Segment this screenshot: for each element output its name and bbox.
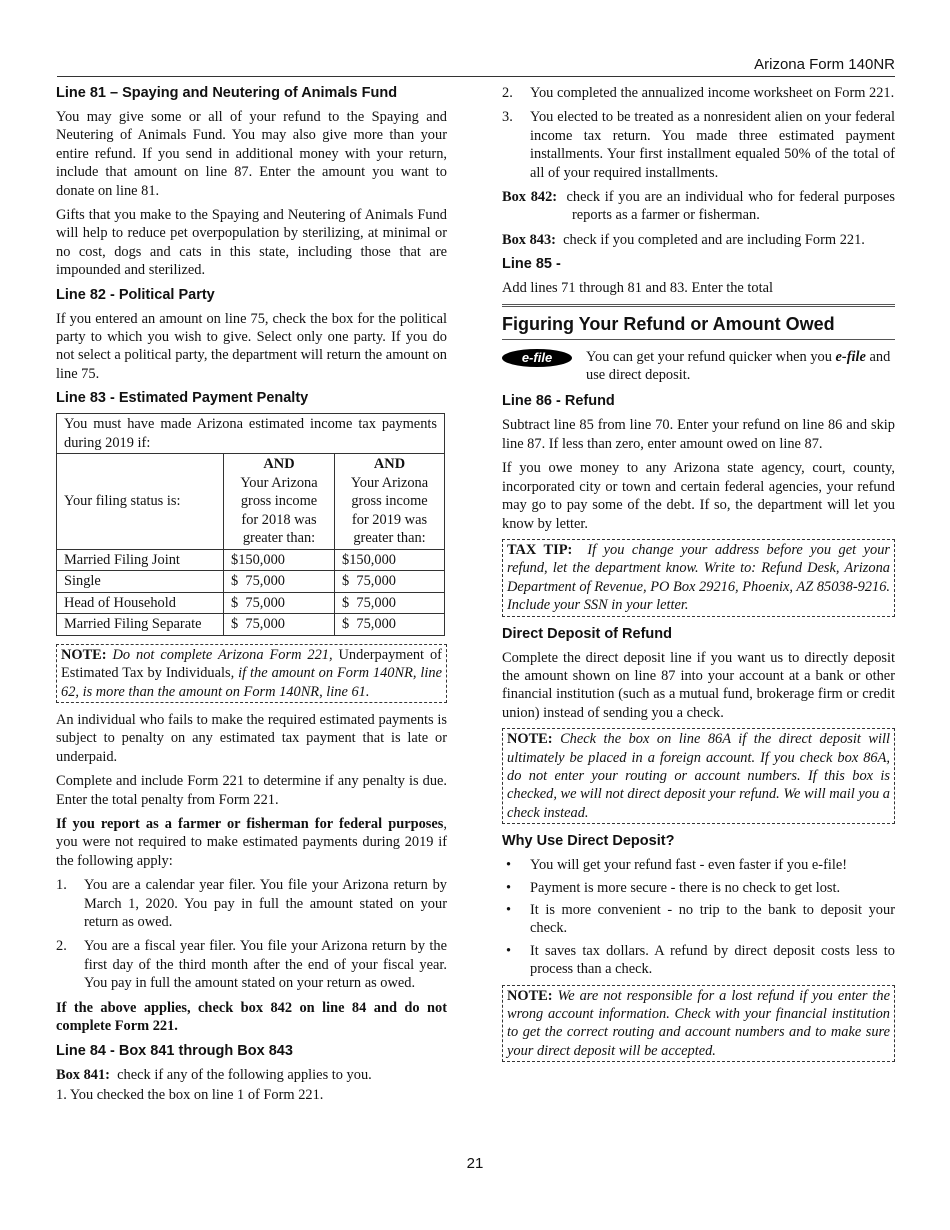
list-item: 2. You completed the annualized income worksheet on Form 221.	[502, 85, 895, 101]
table-row: Head of Household $ 75,000 $ 75,000	[57, 592, 445, 614]
efile-logo-icon: e-file	[502, 349, 572, 367]
table-header-status: Your filing status is:	[57, 454, 224, 550]
table-header-2019: AND Your Arizona gross income for 2019 was greater than:	[335, 454, 445, 550]
list-item: 2. You are a fiscal year filer. You file your Arizona return by the first day of the third month after the end of your fiscal year. You pay in full the amount stated on your return as owed.	[56, 938, 447, 992]
list-item: • It is more convenient - no trip to the bank to deposit your check.	[502, 901, 895, 938]
box843-line: Box 843: check if you completed and are including Form 221.	[502, 231, 865, 248]
table-intro: You must have made Arizona estimated income tax payments during 2019 if:	[57, 414, 445, 454]
line81-heading: Line 81 – Spaying and Neutering of Animals Fund	[56, 85, 398, 101]
list-item: 1. You are a calendar year filer. You file your Arizona return by March 1, 2020. You pay in full the amount stated on your return as owed.	[56, 877, 447, 931]
line84-heading: Line 84 - Box 841 through Box 843	[56, 1042, 293, 1059]
left-column	[56, 84, 447, 1104]
line83-heading: Line 83 - Estimated Payment Penalty	[56, 390, 309, 407]
note-form-221: NOTE: Do not complete Arizona Form 221, Underpayment of Estimated Tax by Individuals, if the amount on Form 140NR, line 62, is more than the amount on Form 140NR, line 61.	[56, 644, 447, 703]
line86-heading: Line 86 - Refund	[502, 393, 615, 410]
page-number: 21	[466, 1155, 484, 1172]
box841-item-1: 1. You checked the box on line 1 of Form 221.	[56, 1086, 324, 1103]
note-foreign-account: NOTE: Check the box on line 86A if the direct deposit will ultimately be placed in a foreign account. If you check box 86A, do not enter your routing or account numbers. If this box is checked, we will not direct deposit your refund. We will mail you a check instead.	[502, 728, 895, 824]
table-header-2018: AND Your Arizona gross income for 2018 was greater than:	[224, 454, 335, 550]
box841-line: Box 841: check if any of the following applies to you.	[56, 1066, 372, 1083]
direct-deposit-benefits	[502, 856, 895, 978]
tax-tip-box: TAX TIP: If you change your address before you get your refund, let the department know. Write to: Refund Desk, Arizona Department of Revenue, PO Box 29216, Phoenix, AZ 85038-9216. Include your SSN in your letter.	[502, 539, 895, 617]
line86-paragraph-2: If you owe money to any Arizona state agency, court, county, incorporated city or town and certain federal agencies, your refund may go to pay some of the debt. If so, the department will let you know by letter.	[502, 460, 895, 532]
note-lost-refund: NOTE: We are not responsible for a lost refund if you enter the wrong account information. Check with your financial institution to get the correct routing and account numbers and to make sure your direct deposit will be accepted.	[502, 985, 895, 1063]
line81-paragraph-1: You may give some or all of your refund to the Spaying and Neutering of Animals Fund. You may also give more than your entire refund. If you send in additional money with your return, include that amount on line 87. Enter the amount you want to donate on line 81.	[56, 109, 447, 199]
list-item: 3. You elected to be treated as a nonresident alien on your federal income tax return. You made three estimated payment installments. Your first installment equaled 50% of the total of all of your required installments.	[502, 109, 895, 181]
farmer-conditions-list	[56, 876, 447, 992]
form-title: Arizona Form 140NR	[754, 56, 895, 73]
table-row: Married Filing Joint $150,000 $150,000	[57, 549, 445, 571]
header-rule	[57, 76, 895, 77]
form221-paragraph: Complete and include Form 221 to determine if any penalty is due. Enter the total penalty from Form 221.	[56, 773, 447, 808]
estimated-payment-table	[56, 413, 445, 636]
line81-paragraph-2: Gifts that you make to the Spaying and Neutering of Animals Fund will help to reduce pet overpopulation by sterilizing, at minimal or no cost, dogs and cats in this state, including those that are impounded and sterilized.	[56, 207, 447, 279]
table-row: Married Filing Separate $ 75,000 $ 75,000	[57, 614, 445, 636]
farmer-paragraph: If you report as a farmer or fisherman for federal purposes, you were not required to make estimated payments during 2019 if the following apply:	[56, 816, 447, 869]
right-column	[502, 84, 895, 1070]
why-direct-deposit-heading: Why Use Direct Deposit?	[502, 833, 675, 850]
line85-paragraph: Add lines 71 through 81 and 83. Enter the total	[502, 280, 773, 297]
table-row: Single $ 75,000 $ 75,000	[57, 571, 445, 593]
penalty-paragraph: An individual who fails to make the required estimated payments is subject to penalty on any estimated tax payment that is late or underpaid.	[56, 712, 447, 765]
line85-heading: Line 85 -	[502, 256, 561, 273]
box842-line: Box 842: check if you are an individual who for federal purposes reports as a farmer or fisherman.	[502, 189, 895, 224]
list-item: • Payment is more secure - there is no check to get lost.	[502, 879, 895, 897]
box842-instruction: If the above applies, check box 842 on line 84 and do not complete Form 221.	[56, 999, 447, 1035]
line82-heading: Line 82 - Political Party	[56, 286, 215, 303]
list-item: • You will get your refund fast - even faster if you e-file!	[502, 856, 895, 874]
direct-deposit-heading: Direct Deposit of Refund	[502, 625, 672, 642]
list-item: • It saves tax dollars. A refund by direct deposit costs less to process than a check.	[502, 942, 895, 979]
direct-deposit-paragraph: Complete the direct deposit line if you want us to directly deposit the amount shown on line 87 into your account at a bank or other financial institution (such as a mutual fund, brokerage firm or credit union) instead of sending you a check.	[502, 649, 895, 721]
line86-paragraph-1: Subtract line 85 from line 70. Enter your refund on line 86 and skip line 87. If less than zero, enter amount owed on line 87.	[502, 417, 895, 452]
box841-conditions-list	[502, 84, 895, 182]
line82-paragraph: If you entered an amount on line 75, check the box for the political party to which you wish to give. Select only one party. If you do not select a political party, the department will return the amount on line 75.	[56, 310, 447, 382]
efile-tip: e-file You can get your refund quicker when you e-file and use direct deposit.	[502, 348, 895, 385]
refund-section-title: Figuring Your Refund or Amount Owed	[502, 304, 895, 340]
